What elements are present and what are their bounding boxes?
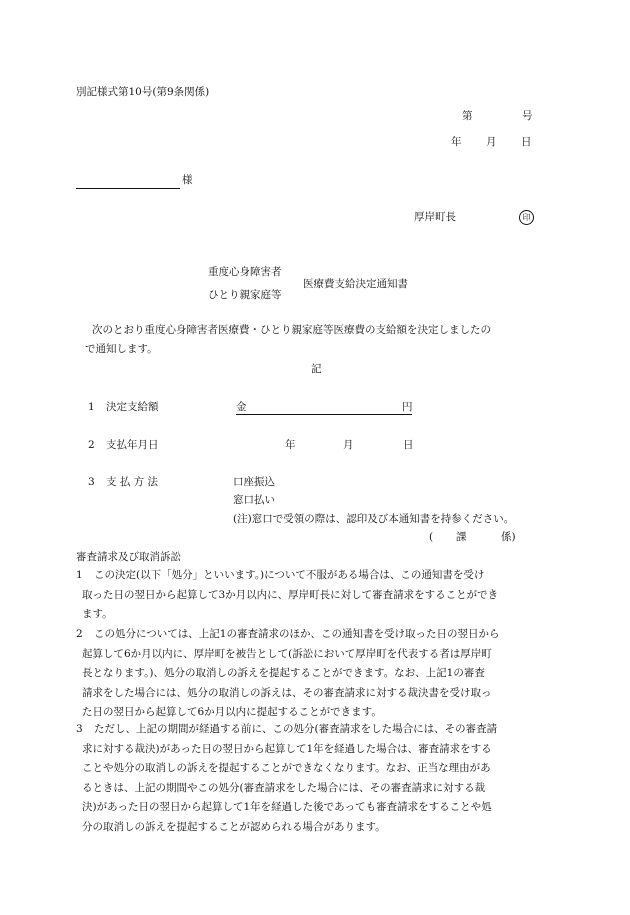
appeal-num-2: 2 — [76, 628, 83, 640]
amount-yen: 円 — [402, 401, 413, 413]
appeal-line: 決)があった日の翌日から起算して1年を経過した後であっても審査請求をすることや処 — [82, 801, 492, 813]
addressee-line — [76, 175, 180, 189]
form-id: 別記様式第10号(第9条関係) — [76, 86, 210, 98]
item2-num: 2 — [88, 439, 95, 451]
method-counter: 窓口払い — [233, 494, 275, 506]
pay-tsuki: 月 — [343, 439, 354, 451]
appeal-line: この処分については、上記1の審査請求のほか、この通知書を受け取った日の翌日から — [94, 628, 500, 640]
appeal-num-3: 3 — [76, 723, 83, 735]
date-tsuki: 月 — [486, 136, 497, 148]
appeal-paragraph-2 — [76, 625, 560, 723]
intro-line1: 次のとおり重度心身障害者医療費・ひとり親家庭等医療費の支給額を決定しましたの — [92, 324, 491, 336]
item3-num: 3 — [88, 476, 95, 488]
date-nen: 年 — [451, 136, 462, 148]
appeal-paragraph-3 — [76, 720, 560, 837]
addressee-honorific: 様 — [182, 174, 193, 186]
seal-mark — [519, 210, 534, 225]
title-line1: 重度心身障害者 — [208, 266, 282, 278]
method-bank-transfer: 口座振込 — [233, 476, 275, 488]
date-hi: 日 — [521, 136, 532, 148]
item1-label: 決定支給額 — [106, 401, 159, 413]
sender-title: 厚岸町長 — [414, 211, 456, 223]
appeal-line: 長となります。)、処分の取消しの訴えを提起することができます。なお、上記1の審査 — [82, 667, 485, 679]
appeal-line: た日の翌日から起算して6か月以内に提起することができます。 — [82, 706, 382, 718]
ki-label: 記 — [311, 363, 322, 375]
pay-hi: 日 — [403, 439, 414, 451]
contact-ka: 課 — [456, 531, 467, 543]
number-go: 号 — [522, 110, 533, 122]
contact-open: ( — [429, 531, 434, 543]
item2-label: 支払年月日 — [106, 439, 159, 451]
item3-label: 支 払 方 法 — [106, 476, 159, 488]
seal-icon: 印 — [519, 210, 534, 225]
appeal-line: ます。 — [82, 608, 113, 620]
pay-nen: 年 — [285, 439, 296, 451]
appeal-num-1: 1 — [76, 569, 83, 581]
number-dai: 第 — [462, 110, 473, 122]
intro-line2: で通知します。 — [85, 343, 158, 355]
title-main: 医療費支給決定通知書 — [303, 278, 408, 290]
contact-kakari: 係) — [501, 531, 516, 543]
method-note: (注)窓口で受領の際は、認印及び本通知書を持参ください。 — [233, 513, 515, 525]
appeal-line: 起算して6か月以内に、厚岸町を被告として(訴訟において厚岸町を代表する者は厚岸町 — [82, 647, 492, 660]
item1-num: 1 — [88, 401, 95, 413]
amount-field — [236, 401, 412, 415]
appeal-line: るときは、上記の期間やこの処分(審査請求をした場合には、その審査請求に対する裁 — [82, 781, 486, 794]
appeal-line: 請求をした場合には、処分の取消しの訴えは、その審査請求に対する裁決書を受け取っ — [82, 686, 492, 699]
appeal-line: 分の取消しの訴えを提起することが認められる場合があります。 — [82, 820, 386, 833]
title-line2: ひとり親家庭等 — [208, 289, 282, 301]
appeal-line: ただし、上記の期間が経過する前に、この処分(審査請求をした場合には、その審査請 — [94, 723, 498, 735]
appeal-line: ことや処分の取消しの訴えを提起することができなくなります。なお、正当な理由があ — [82, 762, 491, 774]
appeal-line: 取った日の翌日から起算して3か月以内に、厚岸町長に対して審査請求をすることができ — [82, 588, 499, 601]
appeal-paragraph-1 — [76, 566, 560, 625]
appeal-heading: 審査請求及び取消訴訟 — [76, 551, 181, 563]
appeal-line: 求に対する裁決)があった日の翌日から起算して1年を経過した場合は、審査請求をする — [82, 742, 492, 755]
amount-kin: 金 — [236, 401, 247, 413]
appeal-line: この決定(以下「処分」といいます。)について不服がある場合は、この通知書を受け — [94, 569, 485, 581]
